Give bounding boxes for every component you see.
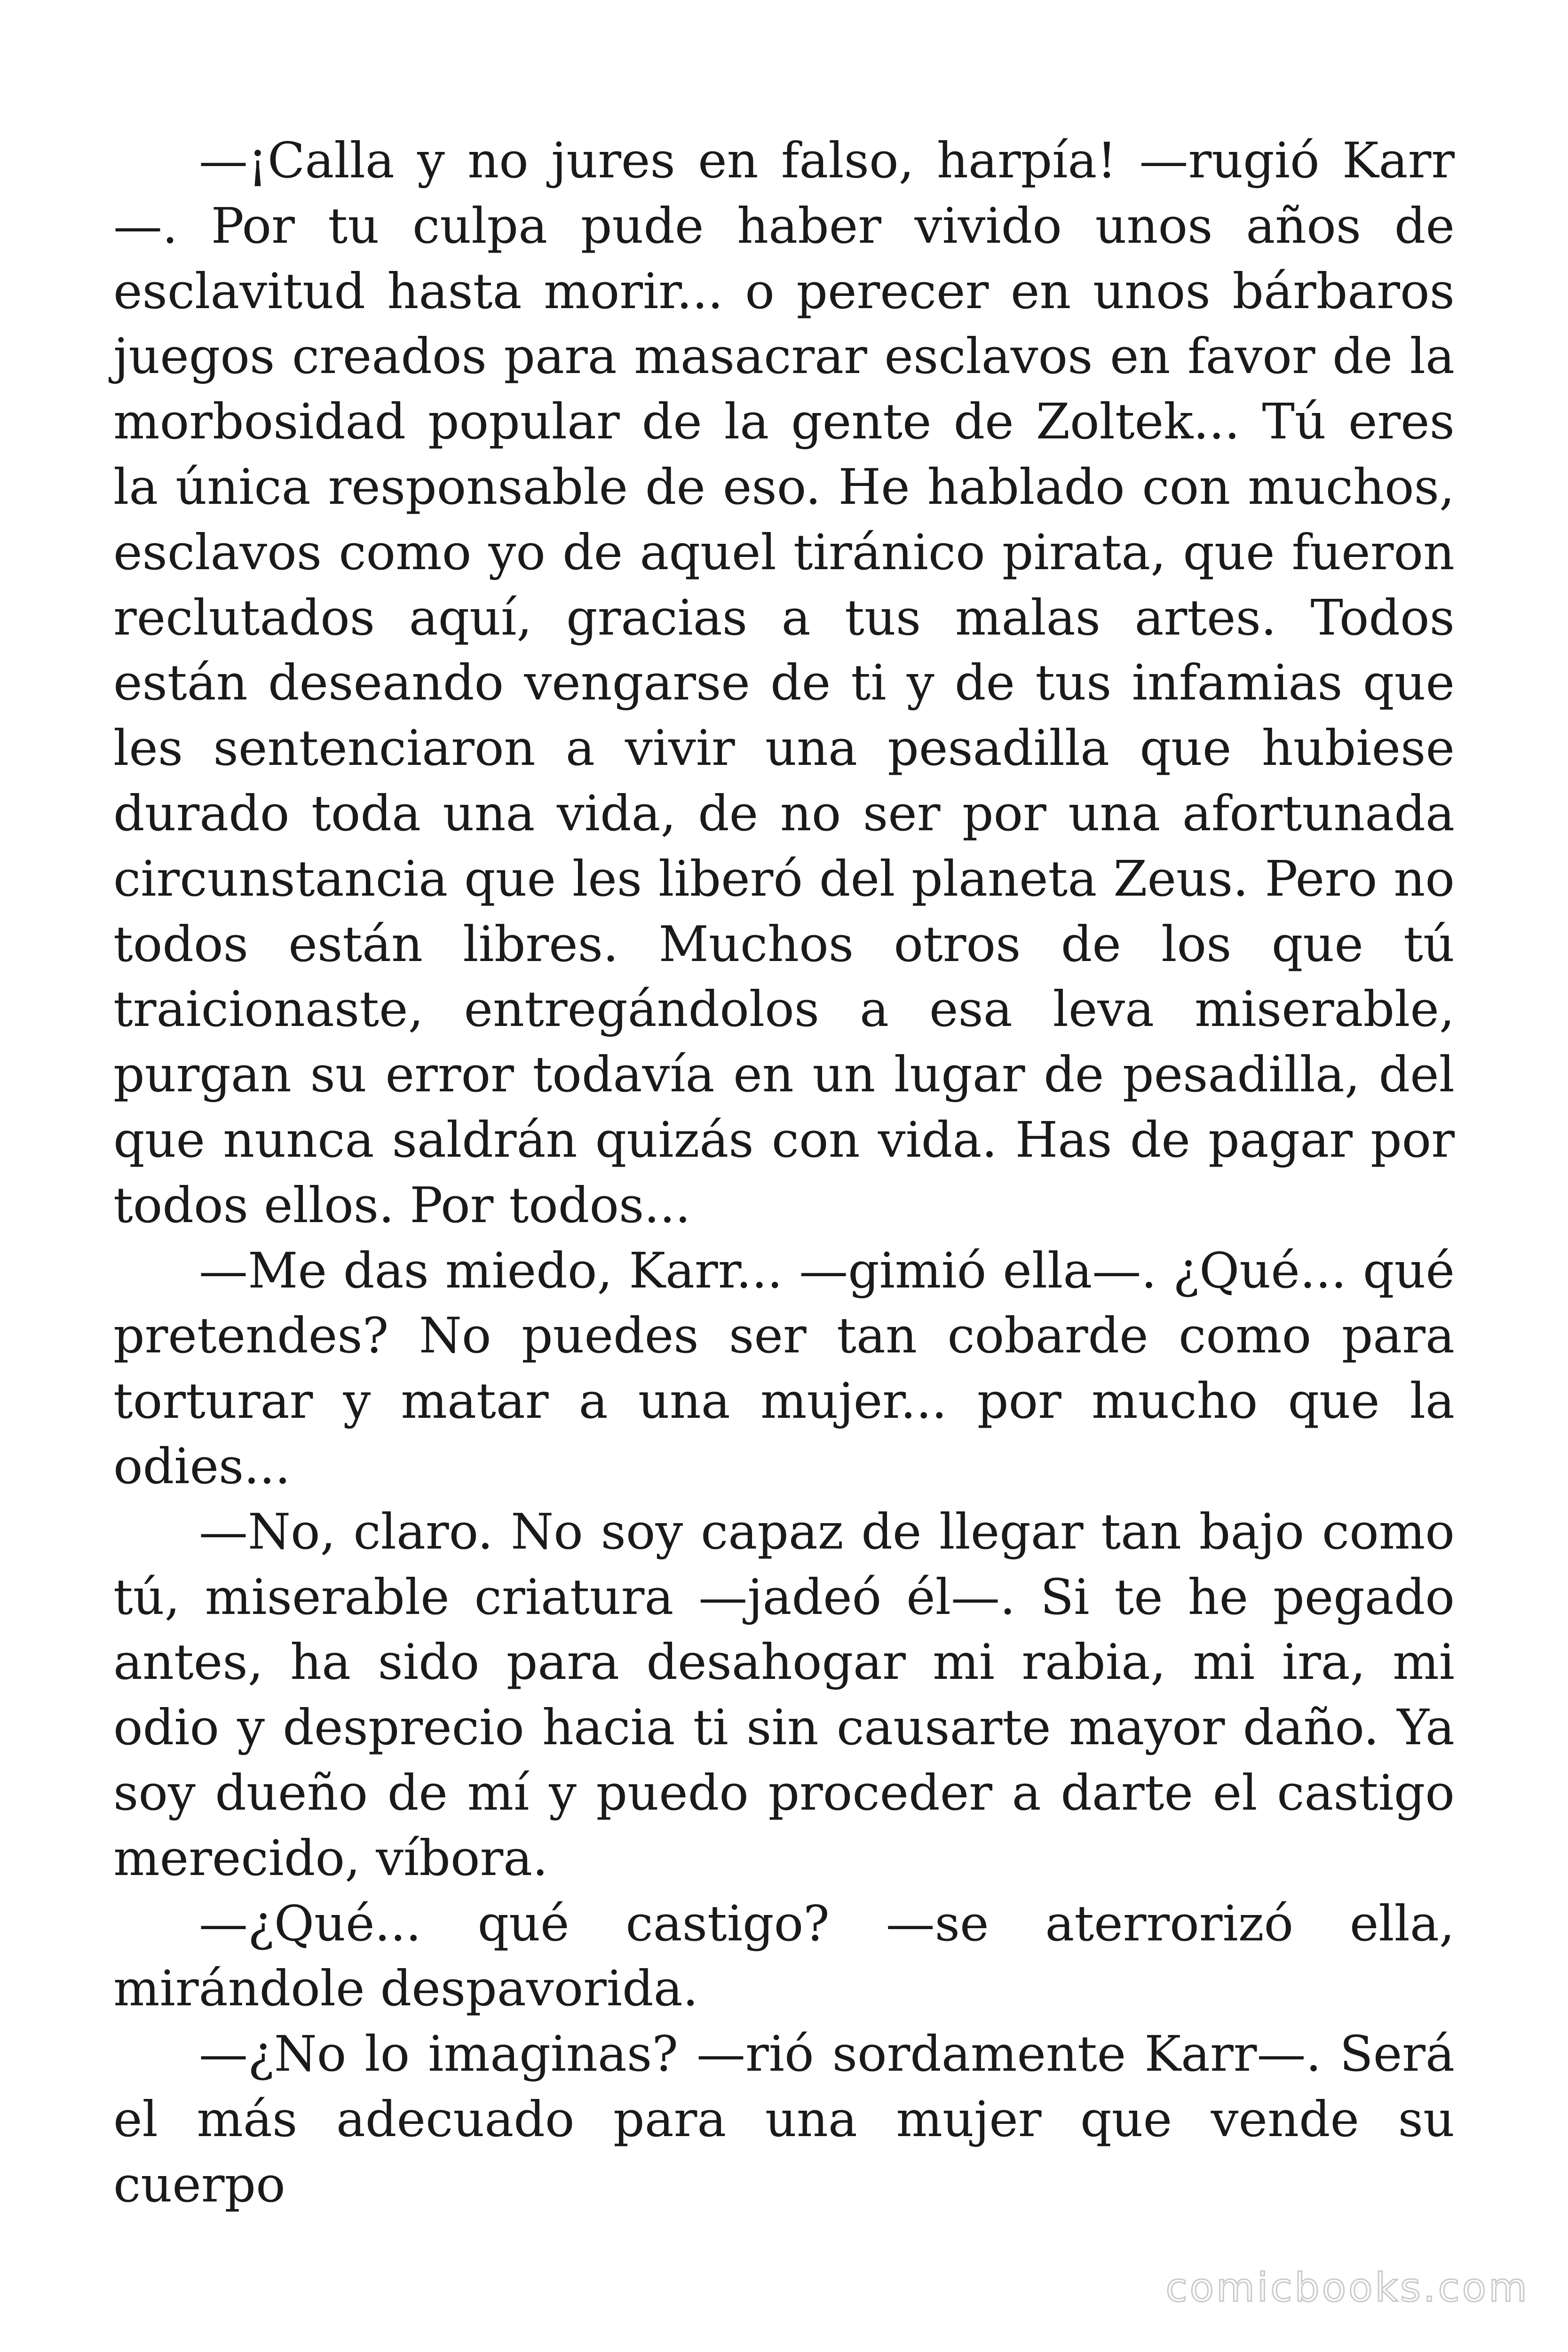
body-text xyxy=(113,128,1455,2217)
paragraph-1: —¡Calla y no jures en falso, harpía! —rugió Karr—. Por tu culpa pude haber vivido unos años de esclavitud hasta morir... o perecer en unos bárbaros juegos creados para masacrar esclavos en favor de la morbosidad popular de la gente de Zoltek... Tú eres la única responsable de eso. He hablado con muchos, esclavos como yo de aquel tiránico pirata, que fueron reclutados aquí, gracias a tus malas artes. Todos están deseando vengarse de ti y de tus infamias que les sentenciaron a vivir una pesadilla que hubiese durado toda una vida, de no ser por una afortunada circunstancia que les liberó del planeta Zeus. Pero no todos están libres. Muchos otros de los que tú traicionaste, entregándolos a esa leva miserable, purgan su error todavía en un lugar de pesadilla, del que nunca saldrán quizás con vida. Has de pagar por todos ellos. Por todos... xyxy=(113,132,1455,1234)
paragraph-2: —Me das miedo, Karr... —gimió ella—. ¿Qué... qué pretendes? No puedes ser tan cobarde como para torturar y matar a una mujer... por mucho que la odies... xyxy=(113,1241,1455,1495)
watermark: comicbooks.com xyxy=(1165,2265,1529,2311)
paragraph-4: —¿Qué... qué castigo? —se aterrorizó ella, mirándole despavorida. xyxy=(113,1894,1455,2018)
paragraph-3: —No, claro. No soy capaz de llegar tan bajo como tú, miserable criatura —jadeó él—. Si te he pegado antes, ha sido para desahogar mi rabia, mi ira, mi odio y desprecio hacia ti sin causarte mayor daño. Ya soy dueño de mí y puedo proceder a darte el castigo merecido, víbora. xyxy=(113,1502,1455,1887)
paragraph-5: —¿No lo imaginas? —rió sordamente Karr—. Será el más adecuado para una mujer que vende su cuerpo xyxy=(113,2025,1455,2213)
